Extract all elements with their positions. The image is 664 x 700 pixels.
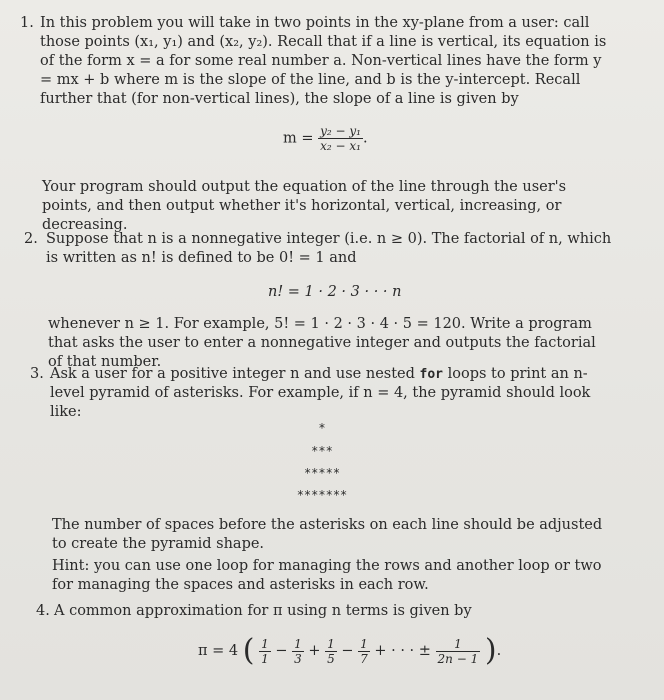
pi-term-1-den: 1	[261, 651, 269, 666]
right-paren: )	[484, 633, 497, 668]
pi-op-1: −	[275, 643, 288, 659]
pi-formula-end: .	[496, 643, 502, 659]
item-3-intro-b: loops to print an n-level pyramid of asterisks. For example, if n = 4, the pyramid should look like:	[50, 366, 591, 420]
item-1-intro: In this problem you will take in two points in the xy-plane from a user: call those points (x₁, y₁) and (x₂, y₂). Recall that if a line is vertical, its equation is of the form x = a for some real number a. Non-vertical lines have the form y = mx + b where m is the slope of the line, and b is the y-intercept. Recall further that (for non-vertical lines), the slope of a line is given by	[40, 15, 607, 107]
pi-formula-lhs: π = 4	[198, 643, 239, 659]
pyramid-row-4: *******	[296, 488, 348, 502]
pi-op-2: +	[308, 643, 321, 659]
slope-numerator: y₂ − y₁	[320, 124, 361, 138]
pi-term-5-num: 1	[436, 637, 481, 652]
item-4-intro: A common approximation for π using n terms is given by	[54, 603, 472, 619]
slope-denominator: x₂ − x₁	[320, 139, 361, 153]
item-2-intro: Suppose that n is a nonnegative integer (i.e. n ≥ 0). The factorial of n, which is written as n! is defined to be 0! = 1 and	[46, 231, 612, 266]
factorial-formula: n! = 1 · 2 · 3 · · · n	[268, 284, 402, 300]
item-2-number: 2.	[24, 231, 38, 247]
item-3-followup: The number of spaces before the asterisks on each line should be adjusted to create the pyramid shape.	[52, 517, 603, 552]
item-1-followup: Your program should output the equation of the line through the user's points, and then output whether it's horizontal, vertical, increasing, or decreasing.	[42, 179, 567, 233]
pi-term-3-num: 1	[327, 636, 335, 651]
pi-term-4	[358, 637, 370, 666]
item-1-number: 1.	[20, 15, 34, 31]
pi-term-3-den: 5	[327, 651, 335, 666]
pyramid-row-1: *	[318, 421, 326, 435]
slope-formula-lhs: m =	[283, 130, 314, 147]
pi-term-2	[292, 637, 304, 666]
item-3-hint: Hint: you can use one loop for managing the rows and another loop or two for managing the spaces and asterisks in each row.	[52, 558, 602, 593]
pi-term-2-den: 3	[294, 651, 302, 666]
pi-formula	[198, 633, 502, 668]
pi-op-4: + · · · ±	[374, 643, 431, 659]
pi-term-1-num: 1	[261, 636, 269, 651]
pi-term-4-num: 1	[360, 636, 368, 651]
slope-fraction	[318, 124, 363, 153]
item-4-number: 4.	[36, 603, 50, 619]
item-3-intro	[50, 365, 608, 422]
pi-op-3: −	[341, 643, 354, 659]
pi-term-5	[436, 637, 481, 666]
for-keyword: for	[419, 367, 444, 382]
item-3-intro-a: Ask a user for a positive integer n and use nested	[50, 366, 415, 382]
pi-term-2-num: 1	[294, 636, 302, 651]
pi-term-1	[259, 637, 271, 666]
item-2-followup: whenever n ≥ 1. For example, 5! = 1 · 2 · 3 · 4 · 5 = 120. Write a program that asks the user to enter a nonnegative integer and outputs the factorial of that number.	[48, 316, 596, 370]
pi-term-4-den: 7	[360, 651, 368, 666]
pi-term-3	[325, 637, 337, 666]
slope-formula	[283, 124, 368, 153]
pyramid-row-2: ***	[311, 444, 333, 458]
slope-formula-end: .	[363, 130, 368, 147]
item-3-number: 3.	[30, 366, 44, 382]
left-paren: (	[242, 633, 255, 668]
pi-term-5-den: 2n − 1	[437, 651, 479, 666]
pyramid-row-3: *****	[303, 466, 341, 480]
